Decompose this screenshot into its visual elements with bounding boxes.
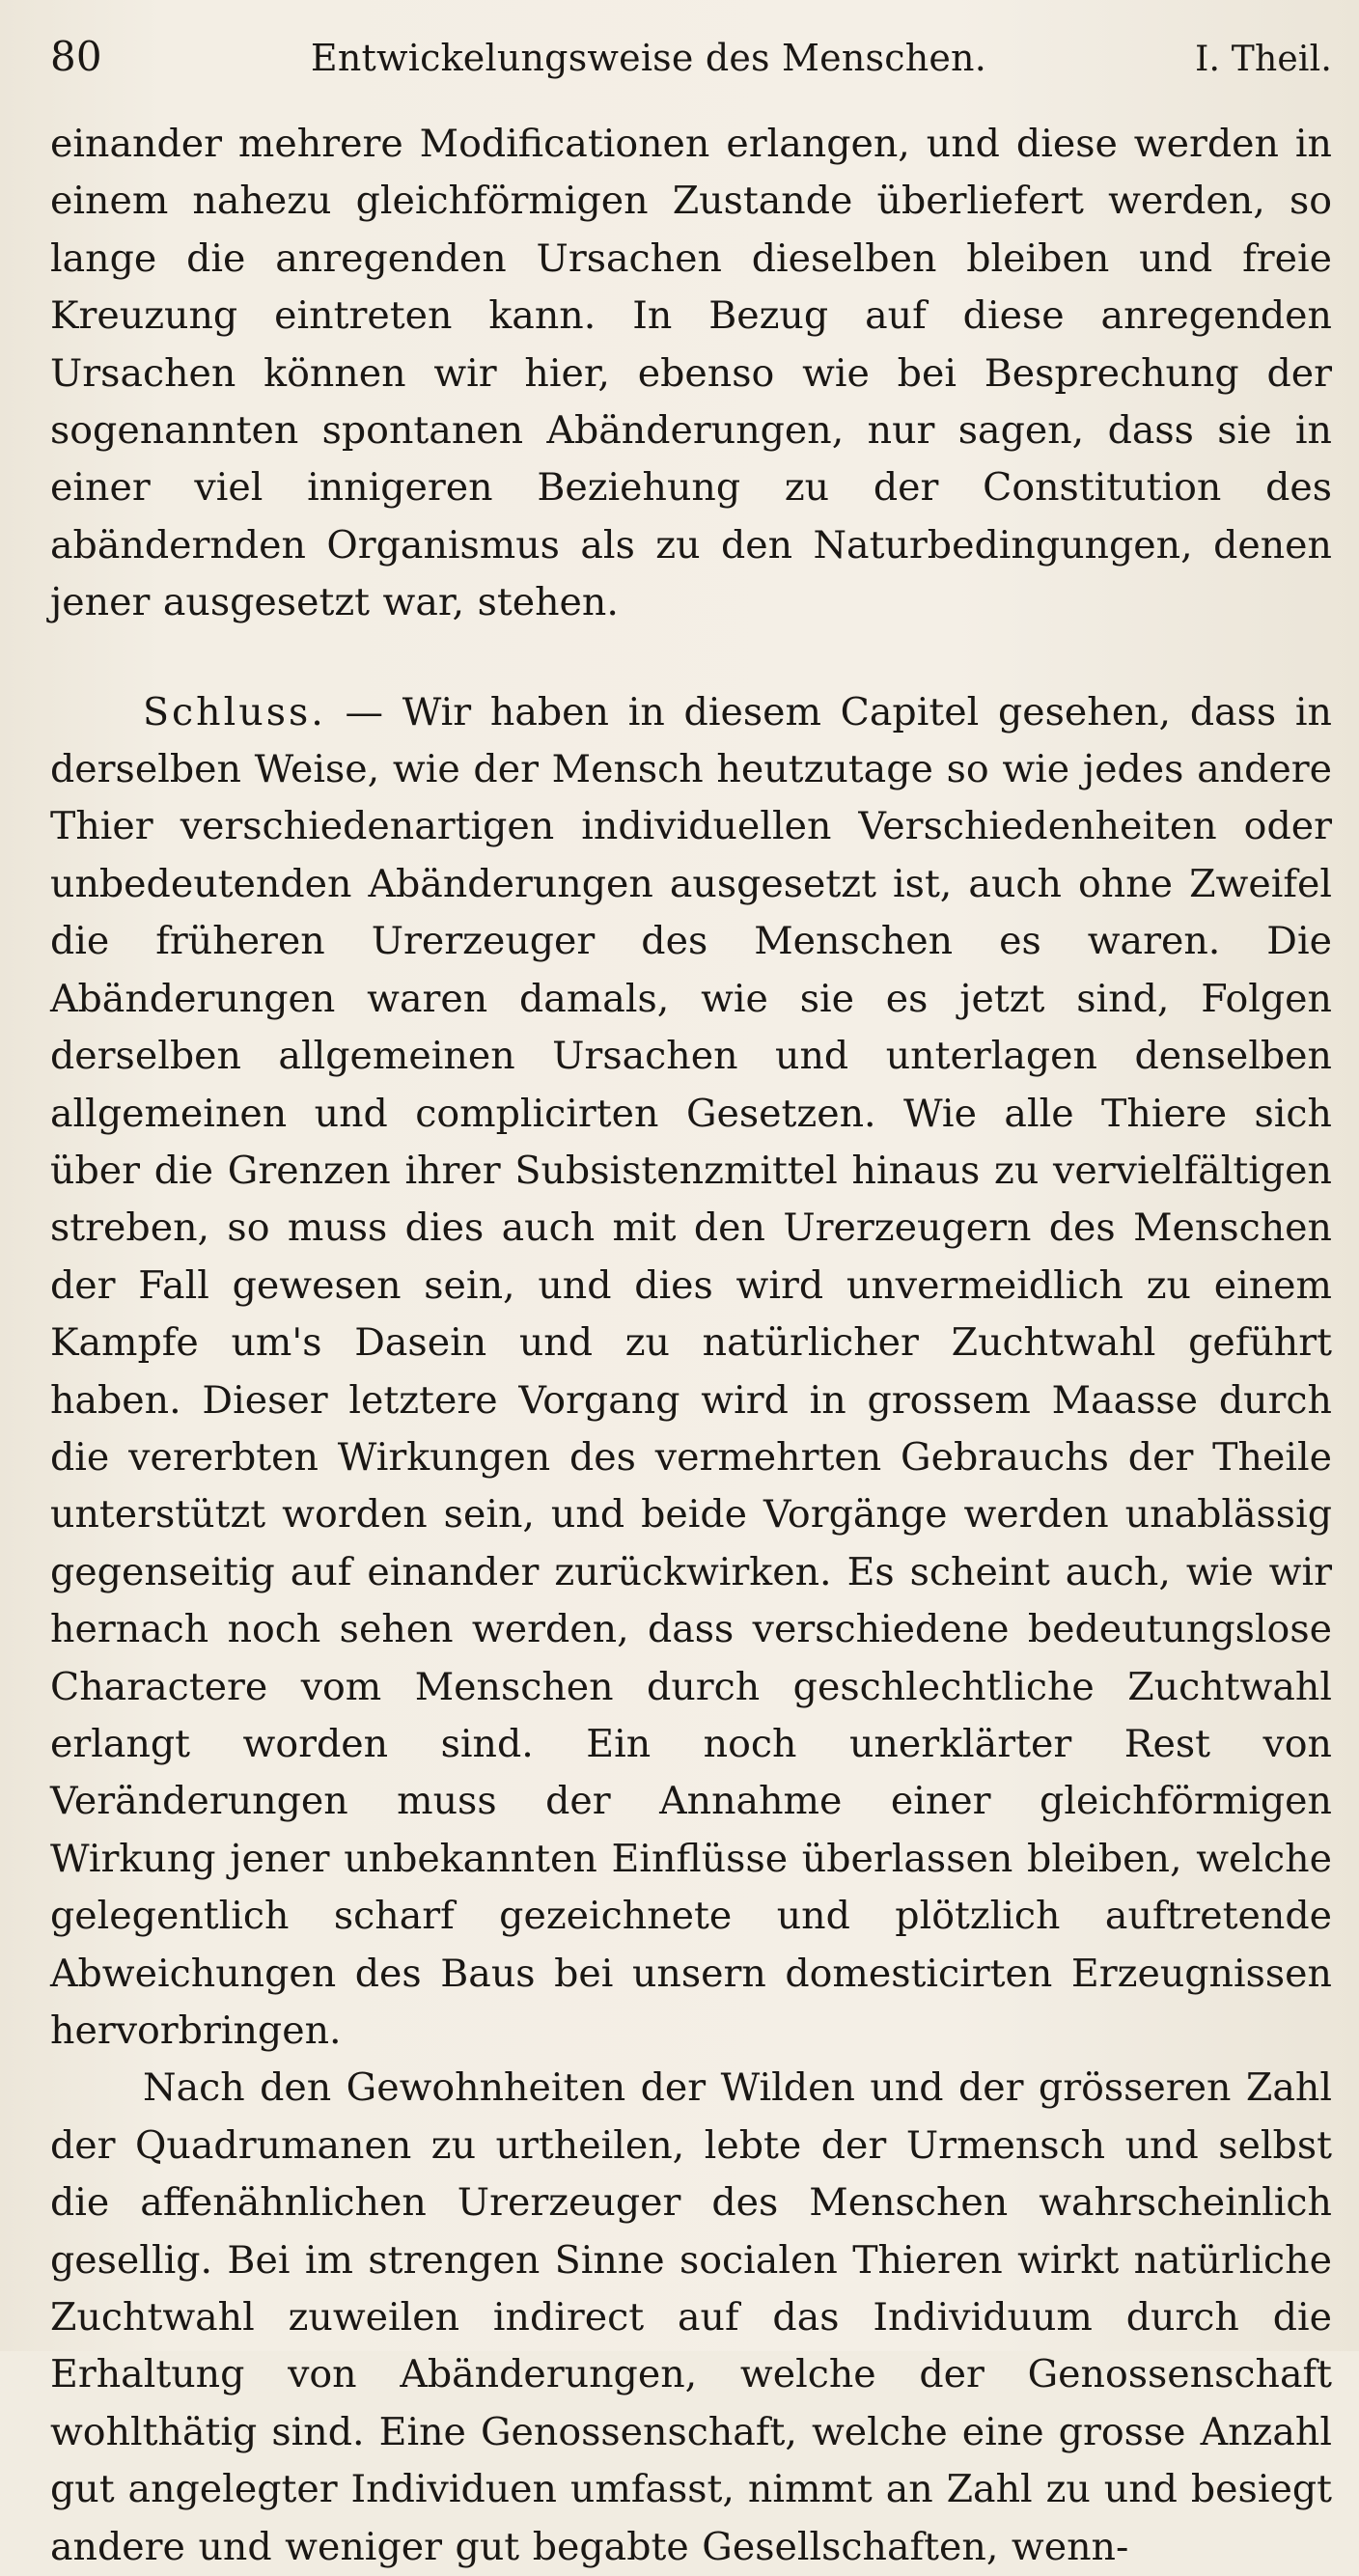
paragraph-schluss-text: — Wir haben in diesem Capitel gesehen, dass in derselben Weise, wie der Mensch heutzutage so wie jedes andere Thier verschiedenartigen individuellen Verschiedenheiten oder unbedeutenden Abänderungen ausgesetzt ist, auch ohne Zweifel die früheren Urerzeuger des Menschen es waren. Die Abänderungen waren damals, wie sie es jetzt sind, Folgen derselben allgemeinen Ursachen und unterlagen denselben allgemeinen und complicirten Gesetzen. Wie alle Thiere sich über die Grenzen ihrer Subsistenzmittel hinaus zu vervielfältigen streben, so muss dies auch mit den Urerzeugern des Menschen der Fall gewesen sein, und dies wird unvermeidlich zu einem Kampfe um's Dasein und zu natürlicher Zuchtwahl geführt haben. Dieser letztere Vorgang wird in grossem Maasse durch die vererbten Wirkungen des vermehrten Gebrauchs der Theile unterstützt worden sein, und beide Vorgänge werden unablässig gegenseitig auf einander zurückwirken. Es scheint auch, wie wir hernach noch sehen werden, dass verschiedene bedeutungslose Charactere vom Menschen durch geschlechtliche Zuchtwahl erlangt worden sind. Ein noch unerklärter Rest von Veränderungen muss der Annahme einer gleichförmigen Wirkung jener unbekannten Einflüsse überlassen bleiben, welche gelegentlich scharf gezeichnete und plötzlich auftretende Abweichungen des Baus bei unsern domesticirten Erzeugnissen hervorbringen.: [50, 689, 1332, 2053]
section-label-schluss: Schluss.: [143, 689, 326, 734]
paragraph-continuation: einander mehrere Modificationen erlangen, und diese werden in einem nahezu gleichförmigen Zustande überliefert werden, so lange die anregenden Ursachen dieselben bleiben und freie Kreuzung eintreten kann. In Bezug auf diese anregenden Ursachen können wir hier, ebenso wie bei Besprechung der sogenannten spontanen Abänderungen, nur sagen, dass sie in einer viel innigeren Beziehung zu der Constitution des abändernden Organismus als zu den Naturbedingungen, denen jener ausgesetzt war, stehen.: [50, 122, 1332, 625]
page-header: [50, 33, 1332, 91]
paragraph-schluss: [50, 684, 1332, 2061]
running-title: Entwickelungsweise des Menschen.: [310, 37, 987, 79]
part-label: I. Theil.: [1195, 40, 1332, 79]
body-text: [50, 116, 1332, 2576]
paragraph-wilden: Nach den Gewohnheiten der Wilden und der grösseren Zahl der Quadrumanen zu urtheilen, lebte der Urmensch und selbst die affenähnlichen Urerzeuger des Menschen wahrscheinlich gesellig. Bei im strengen Sinne socialen Thieren wirkt natürliche Zuchtwahl zuweilen indirect auf das Individuum durch die Erhaltung von Abänderungen, welche der Genossenschaft wohlthätig sind. Eine Genossenschaft, welche eine grosse Anzahl gut angelegter Individuen umfasst, nimmt an Zahl zu und besiegt andere und weniger gut begabte Gesellschaften, wenn-: [50, 2065, 1332, 2569]
page-number: 80: [50, 33, 102, 80]
